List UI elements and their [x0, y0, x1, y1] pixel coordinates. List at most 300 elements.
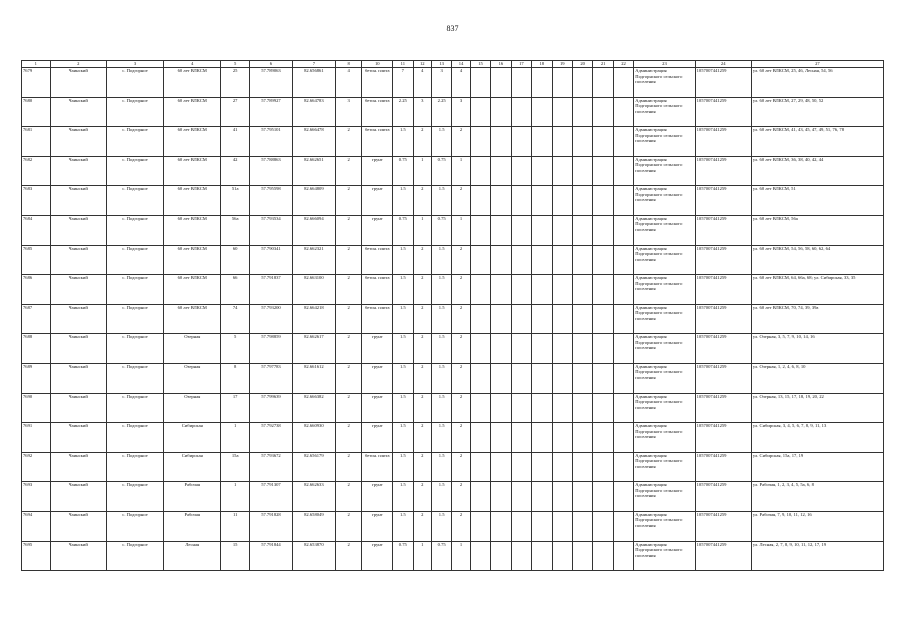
- table-cell: [572, 127, 592, 157]
- table-cell: 2: [335, 363, 362, 393]
- column-number-14: 15: [470, 61, 490, 68]
- table-cell: [470, 334, 490, 364]
- page-number: 837: [446, 24, 459, 33]
- table-cell: [593, 452, 613, 482]
- table-cell: ул. 60 лет ВЛКСМ, 56а: [751, 215, 883, 245]
- table-cell: 7683: [22, 186, 51, 216]
- table-cell: Чаинский: [50, 363, 106, 393]
- table-cell: [572, 304, 592, 334]
- column-number-9: 10: [362, 61, 393, 68]
- table-cell: [613, 304, 633, 334]
- table-cell: 57.791307: [249, 482, 292, 512]
- table-cell: 82.662633: [292, 482, 335, 512]
- table-cell: [511, 275, 531, 305]
- table-cell: Чаинский: [50, 127, 106, 157]
- table-cell: 15а: [221, 452, 250, 482]
- table-cell: 0.75: [431, 215, 451, 245]
- table-cell: [613, 541, 633, 571]
- column-number-12: 13: [431, 61, 451, 68]
- table-cell: 1: [413, 215, 431, 245]
- table-cell: 1.5: [431, 127, 451, 157]
- table-cell: Администрация Подгорнского сельского поселения: [634, 452, 695, 482]
- table-cell: с. Подгорное: [106, 215, 163, 245]
- table-cell: 1: [452, 215, 470, 245]
- table-cell: 4: [452, 68, 470, 98]
- table-cell: Администрация Подгорнского сельского поселения: [634, 275, 695, 305]
- table-cell: 1: [413, 541, 431, 571]
- table-cell: ул. Озерная, 3, 5, 7, 9, 10, 14, 16: [751, 334, 883, 364]
- table-cell: [552, 215, 572, 245]
- table-cell: с. Подгорное: [106, 393, 163, 423]
- table-cell: 7692: [22, 452, 51, 482]
- table-cell: [470, 215, 490, 245]
- table-cell: 1.5: [431, 452, 451, 482]
- table-row: [22, 245, 884, 275]
- table-cell: [491, 68, 511, 98]
- table-cell: 82.656179: [292, 452, 335, 482]
- table-cell: 7687: [22, 304, 51, 334]
- table-cell: [470, 275, 490, 305]
- table-cell: Чаинский: [50, 215, 106, 245]
- table-cell: [470, 245, 490, 275]
- table-cell: 1: [221, 423, 250, 453]
- table-cell: 3: [413, 97, 431, 127]
- table-cell: [491, 275, 511, 305]
- table-cell: ул. 60 лет ВЛКСМ, 25, 46, Лесная, 54, 56: [751, 68, 883, 98]
- table-cell: 57.793534: [249, 215, 292, 245]
- table-cell: [613, 275, 633, 305]
- table-cell: 60 лет ВЛКСМ: [164, 97, 221, 127]
- table-cell: [532, 363, 552, 393]
- table-cell: 57.799639: [249, 393, 292, 423]
- table-cell: [572, 334, 592, 364]
- table-cell: грунт: [362, 156, 393, 186]
- table-cell: 82.664218: [292, 304, 335, 334]
- column-number-4: 4: [164, 61, 221, 68]
- table-row: [22, 452, 884, 482]
- table-cell: 1.5: [393, 482, 413, 512]
- table-cell: 7689: [22, 363, 51, 393]
- table-cell: 2: [335, 452, 362, 482]
- table-cell: с. Подгорное: [106, 511, 163, 541]
- table-cell: 2: [335, 482, 362, 512]
- table-cell: 1057007441259: [695, 215, 751, 245]
- table-cell: [532, 186, 552, 216]
- table-cell: [593, 68, 613, 98]
- table-cell: [532, 423, 552, 453]
- table-cell: 1057007441259: [695, 127, 751, 157]
- table-cell: Чаинский: [50, 511, 106, 541]
- table-cell: [511, 363, 531, 393]
- table-cell: 3: [335, 97, 362, 127]
- register-table: [21, 60, 884, 571]
- table-cell: [572, 452, 592, 482]
- table-cell: 82.666478: [292, 127, 335, 157]
- table-cell: 17: [221, 393, 250, 423]
- table-cell: бетон. плита: [362, 68, 393, 98]
- table-cell: грунт: [362, 482, 393, 512]
- table-cell: [491, 304, 511, 334]
- table-cell: 56а: [221, 215, 250, 245]
- table-cell: [491, 156, 511, 186]
- table-cell: 7684: [22, 215, 51, 245]
- table-cell: 57.788863: [249, 156, 292, 186]
- table-cell: [593, 363, 613, 393]
- table-cell: Сибирская: [164, 452, 221, 482]
- column-number-2: 2: [50, 61, 106, 68]
- table-cell: 82.660930: [292, 423, 335, 453]
- table-cell: [491, 186, 511, 216]
- table-cell: [491, 511, 511, 541]
- table-body: [22, 68, 884, 571]
- table-cell: 1057007441259: [695, 393, 751, 423]
- table-cell: [613, 186, 633, 216]
- table-cell: 1057007441259: [695, 452, 751, 482]
- table-cell: 2: [413, 245, 431, 275]
- table-cell: 2: [413, 304, 431, 334]
- table-cell: [491, 452, 511, 482]
- table-cell: 2.25: [393, 97, 413, 127]
- table-cell: [470, 511, 490, 541]
- table-cell: ул. 60 лет ВЛКСМ, 41, 43, 45, 47, 49, 51, 76, 78: [751, 127, 883, 157]
- table-cell: 1: [452, 541, 470, 571]
- table-cell: 2: [413, 334, 431, 364]
- table-cell: [572, 156, 592, 186]
- table-row: [22, 215, 884, 245]
- table-cell: [613, 97, 633, 127]
- table-cell: [532, 334, 552, 364]
- table-cell: 7686: [22, 275, 51, 305]
- table-cell: грунт: [362, 393, 393, 423]
- table-cell: с. Подгорное: [106, 541, 163, 571]
- table-cell: [593, 393, 613, 423]
- table-cell: [572, 393, 592, 423]
- column-number-1: 1: [22, 61, 51, 68]
- table-cell: [491, 215, 511, 245]
- table-cell: 57.793672: [249, 452, 292, 482]
- table-cell: [593, 541, 613, 571]
- column-number-21: 22: [613, 61, 633, 68]
- table-cell: [593, 423, 613, 453]
- table-cell: 60 лет ВЛКСМ: [164, 304, 221, 334]
- table-cell: с. Подгорное: [106, 363, 163, 393]
- table-cell: [572, 215, 592, 245]
- table-cell: 7691: [22, 423, 51, 453]
- table-cell: 3: [431, 68, 451, 98]
- table-cell: 60 лет ВЛКСМ: [164, 127, 221, 157]
- table-cell: [532, 215, 552, 245]
- table-cell: [532, 304, 552, 334]
- table-cell: 1057007441259: [695, 363, 751, 393]
- table-cell: 1.5: [393, 452, 413, 482]
- table-cell: 60 лет ВЛКСМ: [164, 186, 221, 216]
- table-cell: [491, 97, 511, 127]
- table-cell: Рабочая: [164, 511, 221, 541]
- table-cell: 2: [452, 127, 470, 157]
- table-cell: 82.661612: [292, 363, 335, 393]
- table-cell: [613, 423, 633, 453]
- table-cell: 1057007441259: [695, 304, 751, 334]
- table-cell: [491, 334, 511, 364]
- table-cell: 1057007441259: [695, 186, 751, 216]
- table-cell: 2: [413, 423, 431, 453]
- table-cell: [593, 511, 613, 541]
- table-cell: 2: [413, 482, 431, 512]
- table-cell: грунт: [362, 541, 393, 571]
- table-cell: [593, 482, 613, 512]
- table-cell: [470, 482, 490, 512]
- table-cell: Чаинский: [50, 156, 106, 186]
- table-cell: ул. Рабочая, 7, 9, 10, 11, 12, 16: [751, 511, 883, 541]
- table-cell: Чаинский: [50, 186, 106, 216]
- table-cell: 7: [393, 68, 413, 98]
- table-row: [22, 97, 884, 127]
- table-cell: [470, 393, 490, 423]
- table-cell: 1057007441259: [695, 275, 751, 305]
- table-cell: Чаинский: [50, 304, 106, 334]
- table-cell: [552, 68, 572, 98]
- table-row: [22, 511, 884, 541]
- table-cell: 27: [221, 97, 250, 127]
- table-cell: [470, 186, 490, 216]
- table-cell: [552, 156, 572, 186]
- table-cell: [532, 541, 552, 571]
- column-number-20: 21: [593, 61, 613, 68]
- table-cell: 2: [335, 215, 362, 245]
- table-cell: 7681: [22, 127, 51, 157]
- table-cell: 1: [413, 156, 431, 186]
- table-cell: [613, 511, 633, 541]
- column-number-22: 23: [634, 61, 695, 68]
- table-cell: 1.5: [393, 304, 413, 334]
- table-cell: 1.5: [393, 334, 413, 364]
- table-cell: 2: [335, 393, 362, 423]
- column-number-16: 17: [511, 61, 531, 68]
- table-cell: 1057007441259: [695, 511, 751, 541]
- table-cell: [572, 245, 592, 275]
- column-number-11: 12: [413, 61, 431, 68]
- table-cell: 57.791837: [249, 275, 292, 305]
- table-cell: 2: [452, 363, 470, 393]
- table-cell: 4: [413, 68, 431, 98]
- table-cell: [552, 304, 572, 334]
- table-cell: 7685: [22, 245, 51, 275]
- table-cell: [491, 127, 511, 157]
- table-cell: 0.75: [431, 156, 451, 186]
- table-cell: [613, 363, 633, 393]
- table-cell: [552, 275, 572, 305]
- table-cell: 1.5: [431, 334, 451, 364]
- table-cell: [532, 393, 552, 423]
- table-cell: Администрация Подгорнского сельского поселения: [634, 541, 695, 571]
- table-cell: [491, 482, 511, 512]
- table-cell: 51а: [221, 186, 250, 216]
- table-cell: 57.793200: [249, 304, 292, 334]
- table-cell: [572, 363, 592, 393]
- table-cell: [491, 541, 511, 571]
- table-cell: грунт: [362, 363, 393, 393]
- table-cell: [532, 511, 552, 541]
- column-number-10: 11: [393, 61, 413, 68]
- table-cell: [511, 393, 531, 423]
- table-cell: ул. Сибирская, 15а, 17, 19: [751, 452, 883, 482]
- table-cell: [613, 452, 633, 482]
- table-cell: [470, 363, 490, 393]
- table-cell: [511, 186, 531, 216]
- table-cell: ул. Лесная, 2, 7, 8, 9, 10, 11, 12, 17, 19: [751, 541, 883, 571]
- table-cell: 82.662321: [292, 245, 335, 275]
- table-cell: [552, 334, 572, 364]
- table-cell: 1057007441259: [695, 68, 751, 98]
- table-cell: Администрация Подгорнского сельского поселения: [634, 482, 695, 512]
- table-cell: 57.789063: [249, 68, 292, 98]
- table-cell: 82.662617: [292, 334, 335, 364]
- table-cell: Чаинский: [50, 482, 106, 512]
- table-cell: грунт: [362, 186, 393, 216]
- table-cell: 2: [452, 186, 470, 216]
- table-cell: [470, 97, 490, 127]
- table-cell: Чаинский: [50, 393, 106, 423]
- table-cell: 82.666094: [292, 215, 335, 245]
- table-cell: 2: [335, 304, 362, 334]
- table-cell: [613, 156, 633, 186]
- table-cell: 1.5: [431, 393, 451, 423]
- table-cell: [593, 186, 613, 216]
- table-cell: Администрация Подгорнского сельского поселения: [634, 186, 695, 216]
- table-cell: 1: [452, 156, 470, 186]
- table-cell: с. Подгорное: [106, 245, 163, 275]
- table-cell: грунт: [362, 334, 393, 364]
- table-cell: 1.5: [393, 245, 413, 275]
- table-cell: 2: [413, 393, 431, 423]
- table-cell: с. Подгорное: [106, 68, 163, 98]
- table-cell: 1.5: [393, 363, 413, 393]
- table-cell: бетон. плита: [362, 275, 393, 305]
- table-cell: 0.75: [393, 156, 413, 186]
- table-cell: 1.5: [393, 186, 413, 216]
- column-number-23: 24: [695, 61, 751, 68]
- table-cell: [593, 97, 613, 127]
- table-cell: 2: [413, 511, 431, 541]
- table-cell: 82.663100: [292, 275, 335, 305]
- table-cell: [491, 423, 511, 453]
- table-cell: 7679: [22, 68, 51, 98]
- table-cell: [593, 127, 613, 157]
- table-row: [22, 423, 884, 453]
- table-cell: с. Подгорное: [106, 275, 163, 305]
- table-cell: 2: [335, 511, 362, 541]
- table-cell: [593, 215, 613, 245]
- column-number-18: 19: [552, 61, 572, 68]
- table-cell: 2: [413, 127, 431, 157]
- table-cell: Администрация Подгорнского сельского поселения: [634, 363, 695, 393]
- table-cell: 82.656861: [292, 68, 335, 98]
- column-number-15: 16: [491, 61, 511, 68]
- table-cell: [511, 423, 531, 453]
- table-cell: 1.5: [393, 393, 413, 423]
- table-cell: [613, 482, 633, 512]
- table-cell: 1.5: [393, 127, 413, 157]
- table-cell: 60 лет ВЛКСМ: [164, 156, 221, 186]
- table-cell: [593, 334, 613, 364]
- table-cell: [552, 452, 572, 482]
- table-cell: 57.791844: [249, 541, 292, 571]
- table-cell: 4: [335, 68, 362, 98]
- table-row: [22, 275, 884, 305]
- table-cell: [532, 68, 552, 98]
- table-cell: 1.5: [431, 304, 451, 334]
- table-cell: [613, 334, 633, 364]
- table-cell: 2: [452, 393, 470, 423]
- table-cell: 1057007441259: [695, 156, 751, 186]
- table-cell: Администрация Подгорнского сельского поселения: [634, 156, 695, 186]
- table-cell: [593, 156, 613, 186]
- table-cell: [511, 482, 531, 512]
- table-cell: Администрация Подгорнского сельского поселения: [634, 511, 695, 541]
- table-cell: ул. Озерная, 1, 2, 4, 6, 8, 10: [751, 363, 883, 393]
- table-cell: [593, 245, 613, 275]
- table-cell: 2: [413, 363, 431, 393]
- table-cell: 7688: [22, 334, 51, 364]
- table-cell: 2: [335, 127, 362, 157]
- table-cell: [552, 363, 572, 393]
- table-cell: 2: [413, 452, 431, 482]
- table-cell: [593, 304, 613, 334]
- column-number-6: 6: [249, 61, 292, 68]
- table-cell: [613, 127, 633, 157]
- table-cell: 1.5: [431, 511, 451, 541]
- table-cell: Чаинский: [50, 334, 106, 364]
- column-number-17: 18: [532, 61, 552, 68]
- table-cell: бетон. плита: [362, 127, 393, 157]
- table-cell: 1.5: [393, 275, 413, 305]
- table-cell: ул. 60 лет ВЛКСМ, 64, 66а, 68; ул. Сибирская, 33, 35: [751, 275, 883, 305]
- table-cell: 2: [452, 511, 470, 541]
- table-cell: 1.5: [431, 245, 451, 275]
- table-cell: Сибирская: [164, 423, 221, 453]
- table-cell: 2: [452, 482, 470, 512]
- table-cell: [532, 97, 552, 127]
- table-cell: [511, 334, 531, 364]
- table-cell: бетон. плита: [362, 452, 393, 482]
- table-cell: 2: [452, 304, 470, 334]
- table-cell: 1: [221, 482, 250, 512]
- table-cell: 2: [452, 275, 470, 305]
- table-cell: 7693: [22, 482, 51, 512]
- table-cell: 82.664783: [292, 97, 335, 127]
- table-cell: [572, 275, 592, 305]
- table-cell: [572, 97, 592, 127]
- table-cell: 1057007441259: [695, 423, 751, 453]
- table-cell: 60 лет ВЛКСМ: [164, 215, 221, 245]
- table-cell: 82.664809: [292, 186, 335, 216]
- table-cell: с. Подгорное: [106, 334, 163, 364]
- table-row: [22, 393, 884, 423]
- table-cell: 8: [221, 363, 250, 393]
- table-cell: ул. Сибирская, 3, 4, 5, 6, 7, 8, 9, 11, 13: [751, 423, 883, 453]
- table-cell: Чаинский: [50, 245, 106, 275]
- table-cell: 57.791828: [249, 511, 292, 541]
- column-number-19: 20: [572, 61, 592, 68]
- table-cell: 60 лет ВЛКСМ: [164, 245, 221, 275]
- table-cell: 57.789927: [249, 97, 292, 127]
- table-cell: с. Подгорное: [106, 97, 163, 127]
- table-cell: 1057007441259: [695, 334, 751, 364]
- table-cell: 57.798859: [249, 334, 292, 364]
- table-cell: [552, 482, 572, 512]
- table-cell: 7694: [22, 511, 51, 541]
- table-cell: с. Подгорное: [106, 186, 163, 216]
